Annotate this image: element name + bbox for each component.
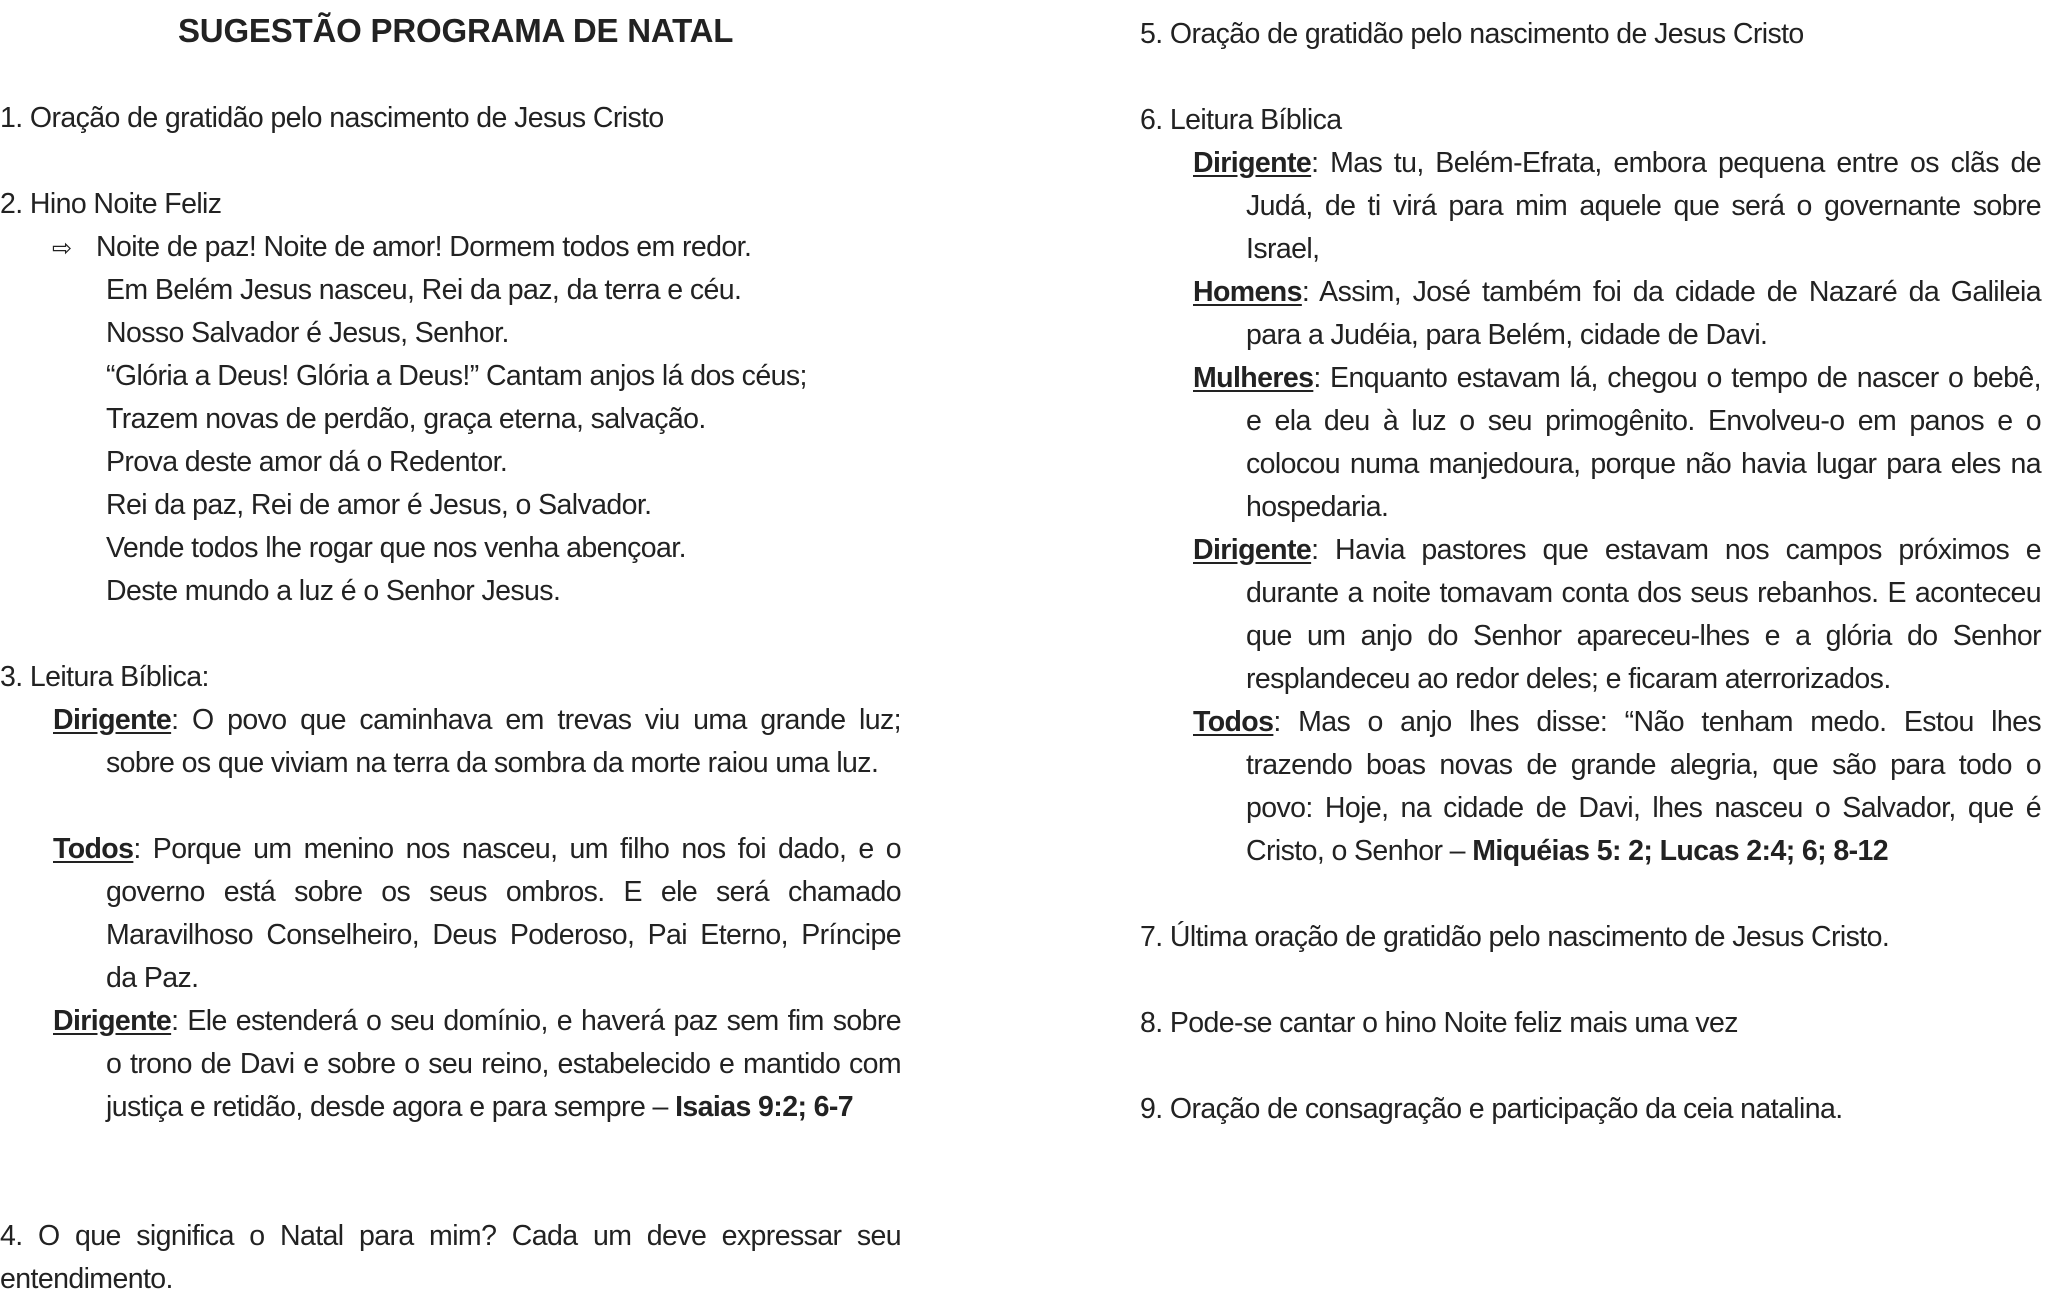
speaker-label: Mulheres <box>1193 362 1314 394</box>
item-9: 9. Oração de consagração e participação da ceia natalina. <box>1140 1093 1843 1125</box>
reading6-verse-2 <box>1193 271 2041 357</box>
hymn-text: Noite de paz! Noite de amor! Dormem todos em redor. <box>96 231 752 263</box>
hymn-line-3: Nosso Salvador é Jesus, Senhor. <box>106 317 509 349</box>
verse-text: : Mas o anjo lhes disse: “Não tenham medo. Estou lhes trazendo boas novas de grande alegria, que são para todo o povo: Hoje, na cidade de Davi, lhes nasceu o Salvador, que é Cristo, o Senhor – <box>1246 706 2041 867</box>
hymn-line-9: Deste mundo a luz é o Senhor Jesus. <box>106 575 561 607</box>
item-6: 6. Leitura Bíblica <box>1140 104 1342 136</box>
hymn-line-2: Em Belém Jesus nasceu, Rei da paz, da terra e céu. <box>106 274 742 306</box>
verse-text: : Porque um menino nos nasceu, um filho nos foi dado, e o governo está sobre os seus ombros. E ele será chamado Maravilhoso Conselheiro, Deus Poderoso, Pai Eterno, Príncipe da Paz. <box>106 833 901 994</box>
hymn-line-4: “Glória a Deus! Glória a Deus!” Cantam anjos lá dos céus; <box>106 360 807 392</box>
verse-text: : Ele estenderá o seu domínio, e haverá paz sem fim sobre o trono de Davi e sobre o seu reino, estabelecido e mantido com justiça e retidão, desde agora e para sempre – <box>106 1005 901 1123</box>
speaker-label: Todos <box>53 833 134 865</box>
item-4: 4. O que significa o Natal para mim? Cada um deve expressar seu entendimento. <box>0 1220 901 1295</box>
hymn-line-8: Vende todos lhe rogar que nos venha abençoar. <box>106 532 686 564</box>
verse-text: : Havia pastores que estavam nos campos próximos e durante a noite tomavam conta dos seus rebanhos. E aconteceu que um anjo do Senhor apareceu-lhes e a glória do Senhor resplandeceu ao redor deles; e ficaram aterrorizados. <box>1246 534 2041 695</box>
verse-text: : Mas tu, Belém-Efrata, embora pequena entre os clãs de Judá, de ti virá para mim aquele que será o governante sobre Israel, <box>1246 147 2041 265</box>
verse-text: : O povo que caminhava em trevas viu uma grande luz; sobre os que viviam na terra da sombra da morte raiou uma luz. <box>106 704 901 779</box>
verse-text: : Enquanto estavam lá, chegou o tempo de nascer o bebê, e ela deu à luz o seu primogênito. Envolveu-o em panos e o colocou numa manjedoura, porque não havia lugar para eles na hospedaria. <box>1246 362 2041 523</box>
verse-text: : Assim, José também foi da cidade de Nazaré da Galileia para a Judéia, para Belém, cidade de Davi. <box>1246 276 2041 351</box>
bible-reference: Miquéias 5: 2; Lucas 2:4; 6; 8-12 <box>1472 835 1889 867</box>
reading6-verse-5 <box>1193 701 2041 873</box>
speaker-label: Dirigente <box>1193 147 1312 179</box>
reading3-verse-3 <box>53 1000 901 1129</box>
page-title: SUGESTÃO PROGRAMA DE NATAL <box>178 12 734 49</box>
bible-reference: Isaias 9:2; 6-7 <box>675 1091 854 1123</box>
item-1: 1. Oração de gratidão pelo nascimento de Jesus Cristo <box>0 102 664 134</box>
item-5: 5. Oração de gratidão pelo nascimento de Jesus Cristo <box>1140 18 1804 50</box>
hymn-line-1 <box>52 226 751 270</box>
item-8: 8. Pode-se cantar o hino Noite feliz mais uma vez <box>1140 1007 1738 1039</box>
speaker-label: Dirigente <box>53 1005 172 1037</box>
hymn-line-6: Prova deste amor dá o Redentor. <box>106 446 508 478</box>
speaker-label: Dirigente <box>53 704 172 736</box>
arrow-right-outline-icon: ⇨ <box>52 235 73 262</box>
speaker-label: Homens <box>1193 276 1302 308</box>
reading6-verse-1 <box>1193 142 2041 271</box>
hymn-line-7: Rei da paz, Rei de amor é Jesus, o Salvador. <box>106 489 652 521</box>
reading3-verse-1 <box>53 699 901 785</box>
reading6-verse-3 <box>1193 357 2041 529</box>
item-7: 7. Última oração de gratidão pelo nascimento de Jesus Cristo. <box>1140 921 1890 953</box>
hymn-line-5: Trazem novas de perdão, graça eterna, salvação. <box>106 403 706 435</box>
reading6-verse-4 <box>1193 529 2041 701</box>
speaker-label: Dirigente <box>1193 534 1312 566</box>
reading3-verse-2 <box>53 828 901 1000</box>
item-3: 3. Leitura Bíblica: <box>0 661 209 693</box>
item-2: 2. Hino Noite Feliz <box>0 188 222 220</box>
speaker-label: Todos <box>1193 706 1274 738</box>
